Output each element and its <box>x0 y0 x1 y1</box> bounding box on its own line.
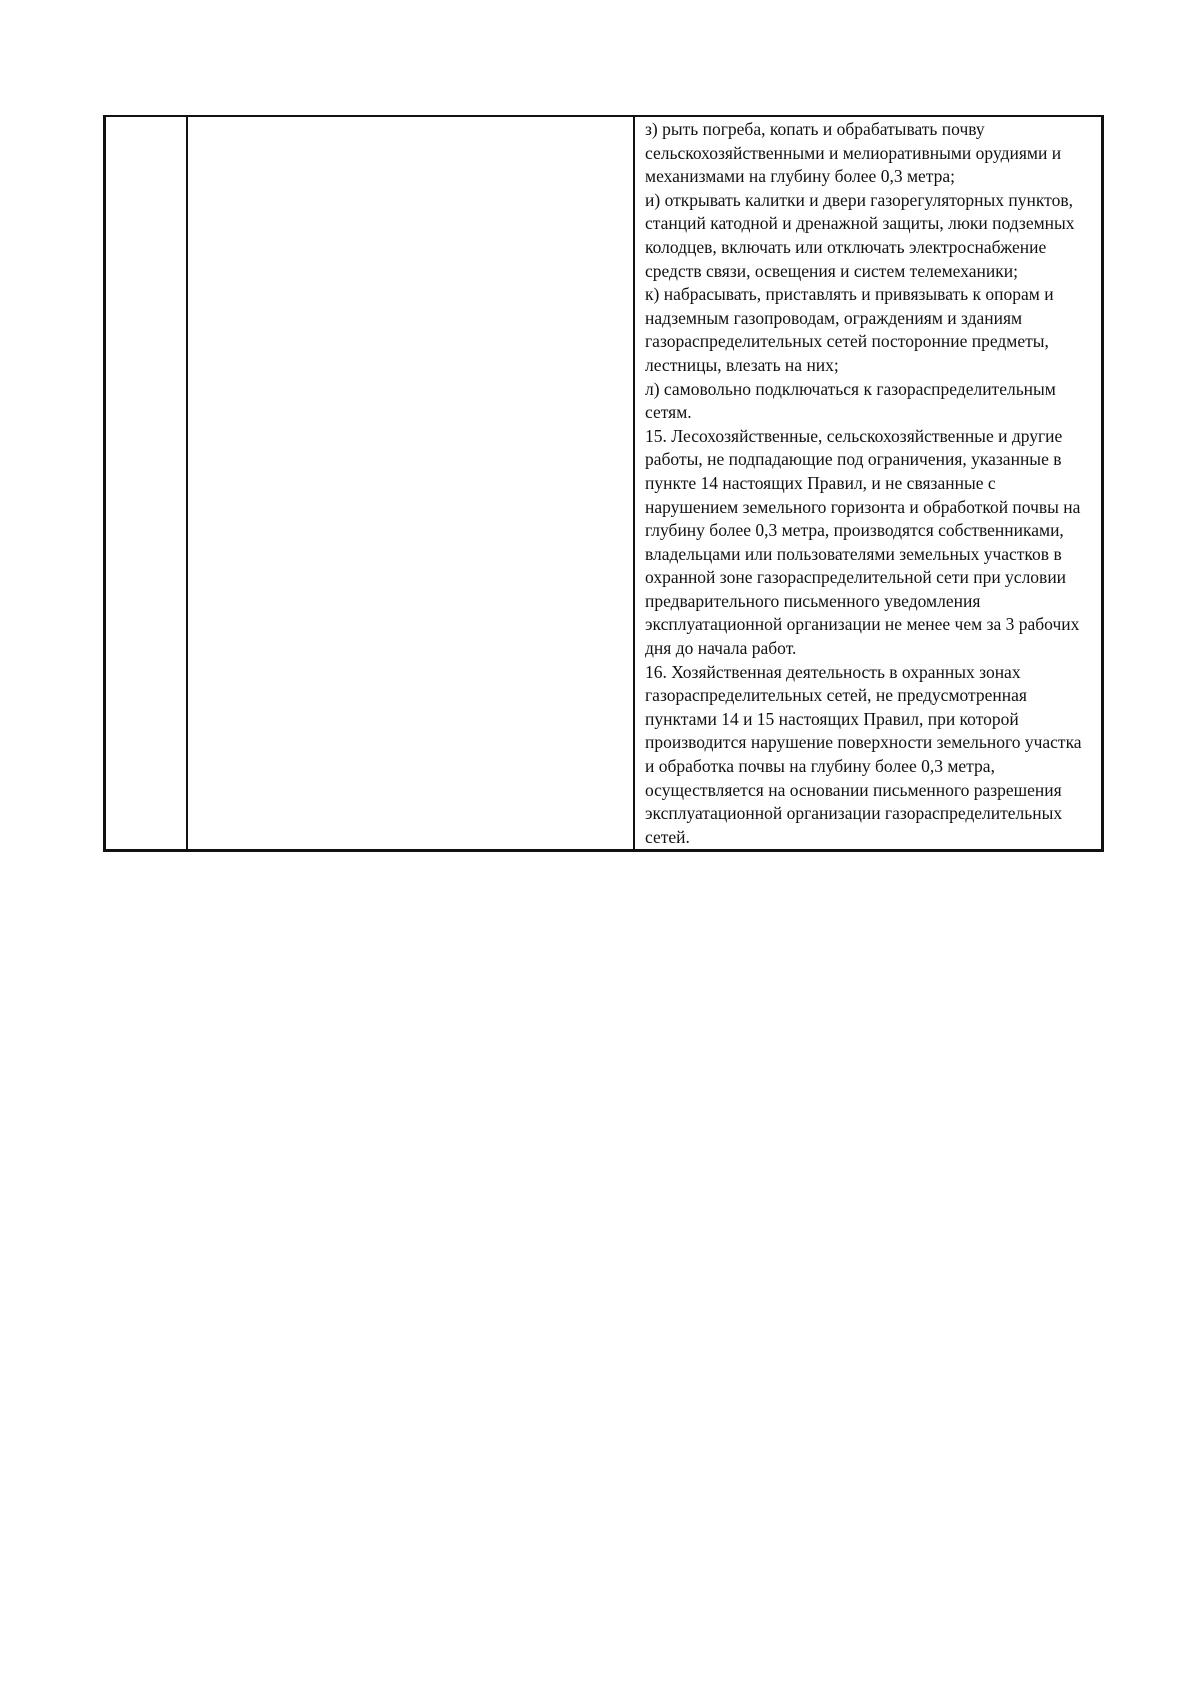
cell-title-text <box>188 117 633 118</box>
table-cell-number <box>105 116 188 851</box>
paragraph-i: и) открывать калитки и двери газорегуляторных пунктов, станций катодной и дренажной защиты, люки подземных колодцев, включать или отключать электроснабжение средств связи, освещения и систем телемеханики; <box>645 189 1075 281</box>
paragraph-16: 16. Хозяйственная деятельность в охранных зонах газораспределительных сетей, не предусмотренная пунктами 14 и 15 настоящих Правил, при которой производится нарушение поверхности земельного участка и обработка почвы на глубину более 0,3 метра, осуществляется на основании письменного разрешения эксплуатационной организации газораспределительных сетей. <box>645 661 1082 847</box>
cell-number-text <box>106 117 186 118</box>
table-cell-content <box>634 116 1103 851</box>
table-cell-title <box>187 116 634 851</box>
paragraph-k: к) набрасывать, приставлять и привязывать к опорам и надземным газопроводам, ограждениям и зданиям газораспределительных сетей посторонние предметы, лестницы, влезать на них; <box>645 284 1054 375</box>
paragraph-15: 15. Лесохозяйственные, сельскохозяйственные и другие работы, не подпадающие под ограничения, указанные в пункте 14 настоящих Правил, и не связанные с нарушением земельного горизонта и обработкой почвы на глубину более 0,3 метра, производятся собственниками, владельцами или пользователями земельных участков в охранной зоне газораспределительной сети при условии предварительного письменного уведомления эксплуатационной организации не менее чем за 3 рабочих дня до начала работ. <box>645 425 1081 659</box>
paragraph-l: л) самовольно подключаться к газораспределительным сетям. <box>645 378 1056 423</box>
document-table <box>103 115 1104 852</box>
cell-content-text <box>635 117 1101 849</box>
table-row <box>105 116 1103 851</box>
paragraph-z: з) рыть погреба, копать и обрабатывать почву сельскохозяйственными и мелиоративными орудиями и механизмами на глубину более 0,3 метра; <box>645 119 1062 187</box>
